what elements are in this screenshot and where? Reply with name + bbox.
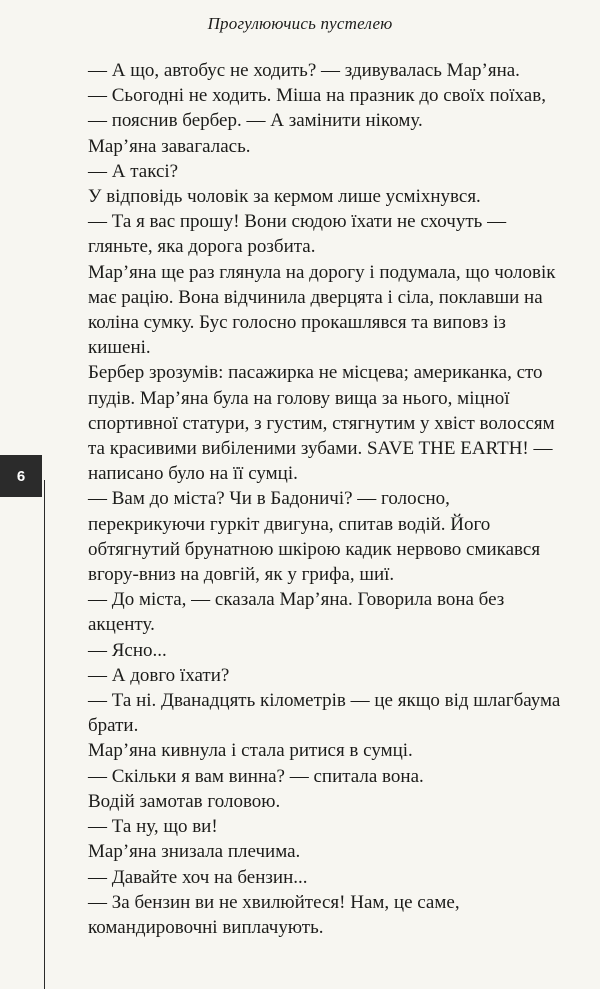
paragraph: — Та ні. Дванадцять кілометрів — це якщо від шлагбаума брати. <box>88 690 561 737</box>
paragraph: — Та ну, що ви! <box>88 816 218 838</box>
page-edge-line <box>44 480 45 989</box>
paragraph: Водій замотав головою. <box>88 790 281 812</box>
paragraph: — А що, автобус не ходить? — здивувалась Мар’яна. <box>88 60 520 81</box>
paragraph: — Вам до міста? Чи в Бадоничі? — голосно, перекрикуючи гуркіт двигуна, спитав водій. Його обтягнутий брунатною шкірою кадик нервово смикався вгору-вниз на довгій, як у грифа, шиї. <box>88 488 541 586</box>
paragraph: — А довго їхати? <box>88 664 230 686</box>
body-text <box>88 58 565 940</box>
paragraph: Мар’яна знизала плечима. <box>88 841 301 863</box>
page-number-tab: 6 <box>0 455 42 497</box>
paragraph: Мар’яна завагалась. <box>88 135 251 157</box>
paragraph: Мар’яна кивнула і стала ритися в сумці. <box>88 740 413 762</box>
paragraph: — Ясно... <box>88 639 167 661</box>
paragraph: — Скільки я вам винна? — спитала вона. <box>88 765 424 787</box>
paragraph: — До міста, — сказала Мар’яна. Говорила вона без акценту. <box>88 589 505 636</box>
paragraph: — Та я вас прошу! Вони сюдою їхати не схочуть — гляньте, яка дорога розбита. <box>88 211 507 258</box>
paragraph: Бербер зрозумів: пасажирка не місцева; американка, сто пудів. Мар’яна була на голову вища за нього, міцної спортивної статури, з густим, стягнутим у хвіст волоссям та красивими вибіленими зубами. SAVE THE EARTH! — написано було на її сумці. <box>88 362 555 485</box>
paragraph: У відповідь чоловік за кермом лише усміхнувся. <box>88 186 481 208</box>
paragraph: — За бензин ви не хвилюйтеся! Нам, це саме, командировочні виплачують. <box>88 891 460 938</box>
paragraph: Мар’яна ще раз глянула на дорогу і подумала, що чоловік має рацію. Вона відчинила дверцята і сіла, поклавши на коліна сумку. Бус голосно прокашлявся та виповз із кишені. <box>88 261 556 359</box>
paragraph: — А таксі? <box>88 160 179 182</box>
running-title: Прогулюючись пустелею <box>207 14 393 33</box>
paragraph: — Сьогодні не ходить. Міша на празник до своїх поїхав, — пояснив бербер. — А замінити нікому. <box>88 85 546 132</box>
paragraph: — Давайте хоч на бензин... <box>88 866 308 888</box>
